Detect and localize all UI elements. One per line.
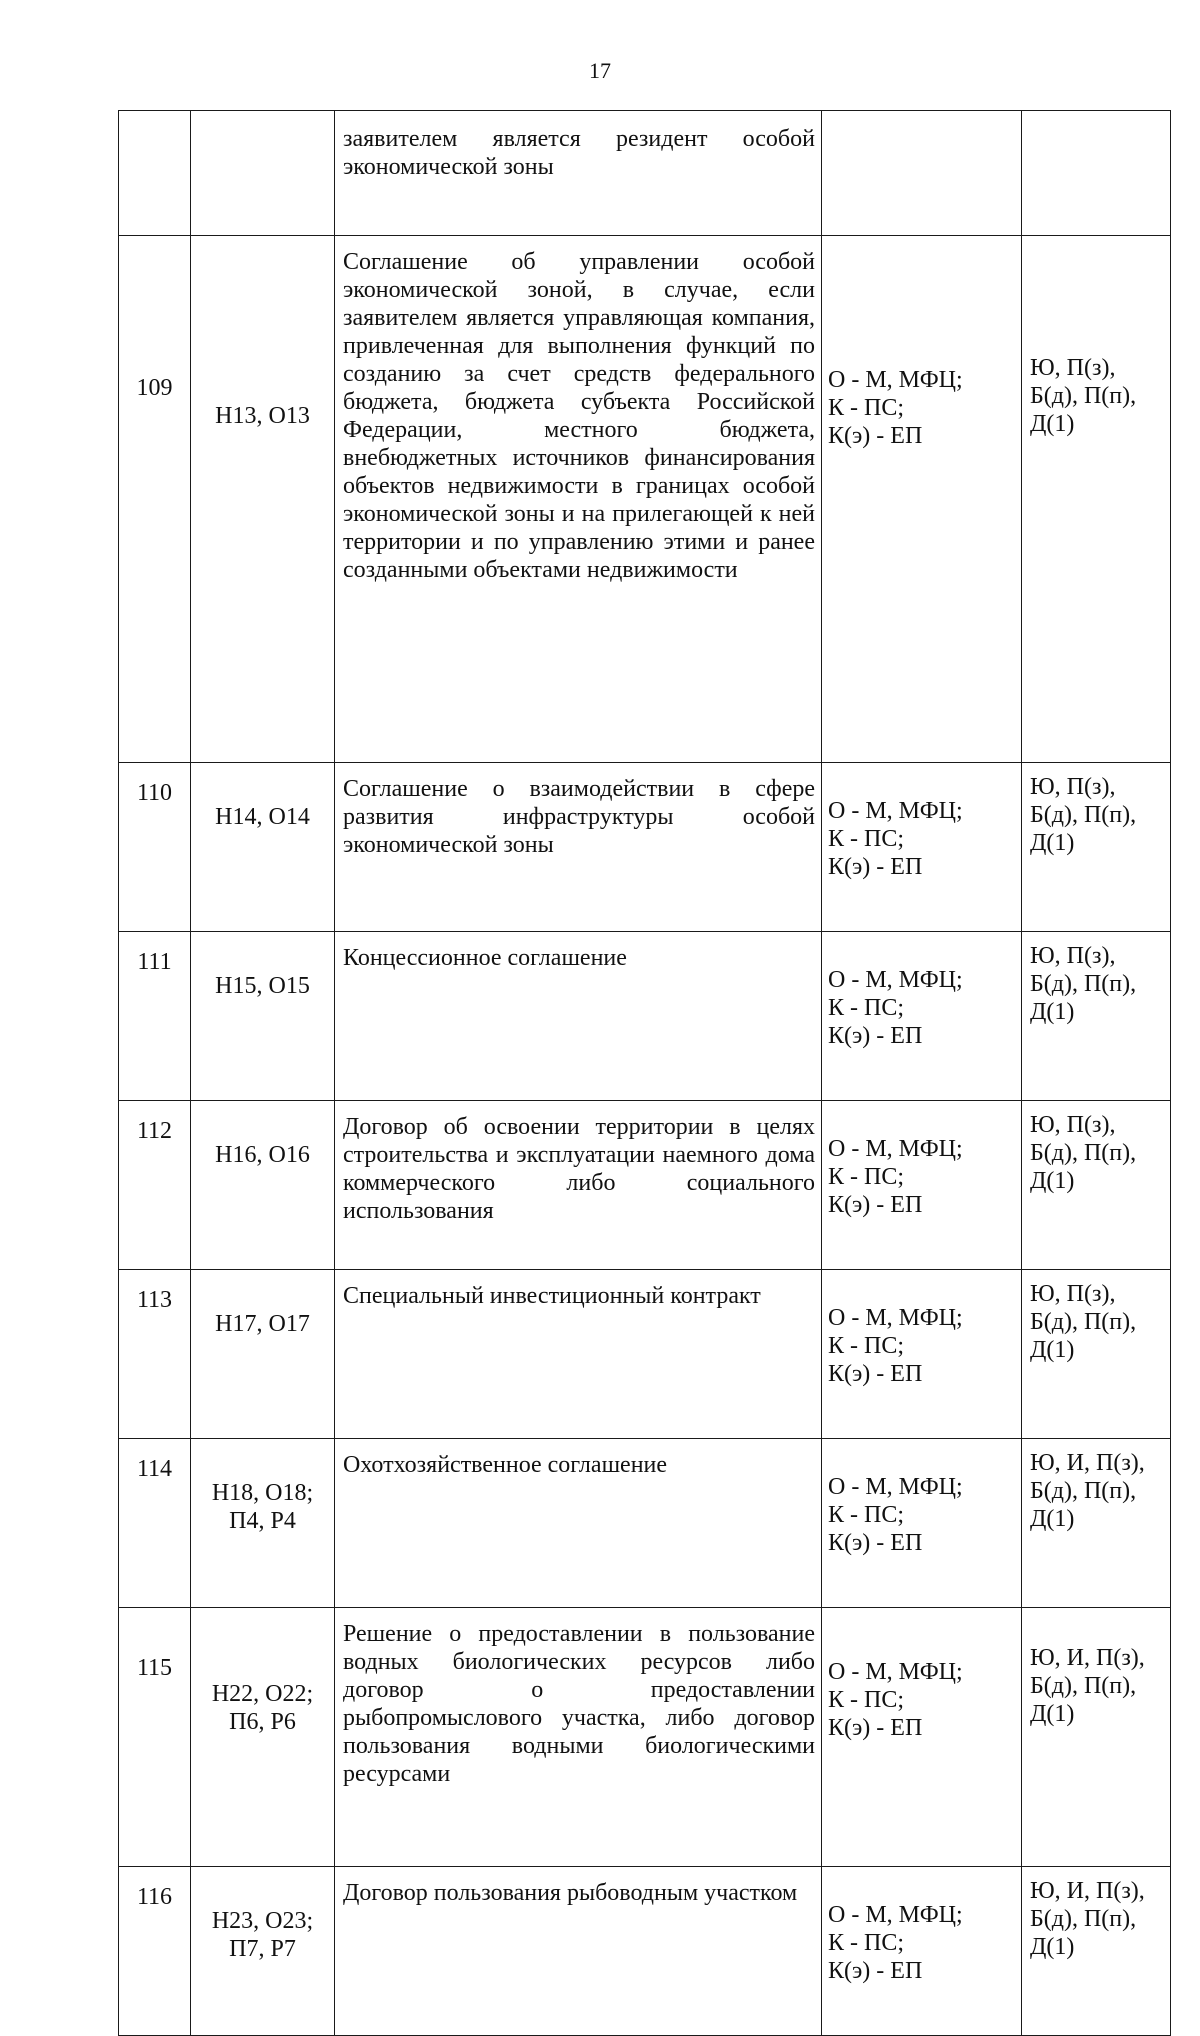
row-description: Концессионное соглашение xyxy=(335,932,822,1101)
row-description: Договор пользования рыбоводным участком xyxy=(335,1867,822,2036)
table-row xyxy=(119,763,1171,932)
table-row xyxy=(119,1101,1171,1270)
row-code xyxy=(191,111,335,236)
row-number: 111 xyxy=(119,932,191,1101)
row-submission-methods: О - М, МФЦ; К - ПС; К(э) - ЕП xyxy=(822,236,1022,763)
row-description: Охотхозяйственное соглашение xyxy=(335,1439,822,1608)
row-description: Решение о предоставлении в пользование водных биологических ресурсов либо договор о предоставлении рыбопромыслового участка, либо договор пользования водными биологическими ресурсами xyxy=(335,1608,822,1867)
row-submission-methods: О - М, МФЦ; К - ПС; К(э) - ЕП xyxy=(822,932,1022,1101)
table-row xyxy=(119,1608,1171,1867)
table-row xyxy=(119,111,1171,236)
row-submission-methods: О - М, МФЦ; К - ПС; К(э) - ЕП xyxy=(822,1608,1022,1867)
row-description: Договор об освоении территории в целях строительства и эксплуатации наемного дома коммерческого либо социального использования xyxy=(335,1101,822,1270)
row-applicant-categories: Ю, П(з), Б(д), П(п), Д(1) xyxy=(1022,932,1171,1101)
table-row xyxy=(119,932,1171,1101)
row-number: 113 xyxy=(119,1270,191,1439)
row-code: Н13, О13 xyxy=(191,236,335,763)
row-code: Н17, О17 xyxy=(191,1270,335,1439)
registry-table xyxy=(118,110,1171,2036)
row-code: Н23, О23; П7, Р7 xyxy=(191,1867,335,2036)
row-description: Соглашение об управлении особой экономической зоной, в случае, если заявителем является управляющая компания, привлеченная для выполнения функций по созданию за счет средств федерального бюджета, бюджета субъекта Российской Федерации, местного бюджета, внебюджетных источников финансирования объектов недвижимости в границах особой экономической зоны и на прилегающей к ней территории и по управлению этими и ранее созданными объектами недвижимости xyxy=(335,236,822,763)
row-applicant-categories: Ю, И, П(з), Б(д), П(п), Д(1) xyxy=(1022,1608,1171,1867)
row-applicant-categories: Ю, П(з), Б(д), П(п), Д(1) xyxy=(1022,236,1171,763)
table-row xyxy=(119,1867,1171,2036)
row-description: заявителем является резидент особой экономической зоны xyxy=(335,111,822,236)
row-code: Н15, О15 xyxy=(191,932,335,1101)
row-submission-methods: О - М, МФЦ; К - ПС; К(э) - ЕП xyxy=(822,1270,1022,1439)
row-number: 110 xyxy=(119,763,191,932)
page-number: 17 xyxy=(589,58,611,83)
row-submission-methods: О - М, МФЦ; К - ПС; К(э) - ЕП xyxy=(822,763,1022,932)
row-submission-methods: О - М, МФЦ; К - ПС; К(э) - ЕП xyxy=(822,1101,1022,1270)
row-code: Н18, О18; П4, Р4 xyxy=(191,1439,335,1608)
row-code: Н22, О22; П6, Р6 xyxy=(191,1608,335,1867)
row-applicant-categories: Ю, П(з), Б(д), П(п), Д(1) xyxy=(1022,763,1171,932)
row-description: Специальный инвестиционный контракт xyxy=(335,1270,822,1439)
row-submission-methods: О - М, МФЦ; К - ПС; К(э) - ЕП xyxy=(822,1867,1022,2036)
row-number: 116 xyxy=(119,1867,191,2036)
row-applicant-categories: Ю, П(з), Б(д), П(п), Д(1) xyxy=(1022,1101,1171,1270)
row-number: 114 xyxy=(119,1439,191,1608)
row-applicant-categories: Ю, И, П(з), Б(д), П(п), Д(1) xyxy=(1022,1439,1171,1608)
row-number: 115 xyxy=(119,1608,191,1867)
row-description: Соглашение о взаимодействии в сфере развития инфраструктуры особой экономической зоны xyxy=(335,763,822,932)
row-submission-methods xyxy=(822,111,1022,236)
row-applicant-categories xyxy=(1022,111,1171,236)
row-number xyxy=(119,111,191,236)
table-row xyxy=(119,1270,1171,1439)
row-code: Н14, О14 xyxy=(191,763,335,932)
row-submission-methods: О - М, МФЦ; К - ПС; К(э) - ЕП xyxy=(822,1439,1022,1608)
row-code: Н16, О16 xyxy=(191,1101,335,1270)
row-number: 109 xyxy=(119,236,191,763)
table-row xyxy=(119,236,1171,763)
row-applicant-categories: Ю, П(з), Б(д), П(п), Д(1) xyxy=(1022,1270,1171,1439)
row-number: 112 xyxy=(119,1101,191,1270)
row-applicant-categories: Ю, И, П(з), Б(д), П(п), Д(1) xyxy=(1022,1867,1171,2036)
table-row xyxy=(119,1439,1171,1608)
